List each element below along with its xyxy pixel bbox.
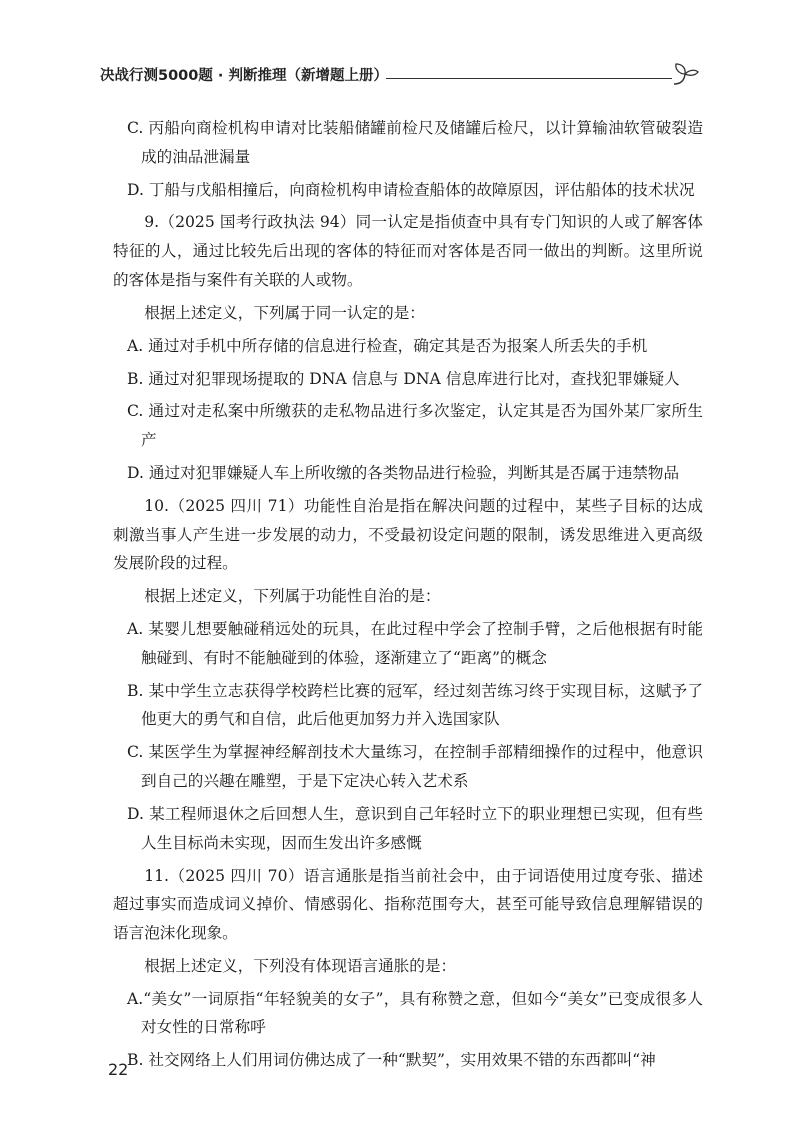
question-9-option-a: A. 通过对手机中所存储的信息进行检查，确定其是否为报案人所丢失的手机	[127, 336, 648, 355]
question-10-lead: 根据上述定义，下列属于功能性自治的是：	[144, 587, 441, 606]
question-9-stem: 9.（2025 国考行政执法 94）同一认定是指侦查中具有专门知识的人或了解客体特征的人，通过比较先后出现的客体的特征而对客体是否同一做出的判断。这里所说的客体是指与案件有关联的人或物。	[113, 213, 703, 289]
question-10-option-b: B. 某中学生立志获得学校跨栏比赛的冠军，经过刻苦练习终于实现目标，这赋予了他更大的勇气和自信，此后他更加努力并入选国家队	[127, 681, 703, 729]
question-11-option-b: B. 社交网络上人们用词仿佛达成了一种“默契”，实用效果不错的东西都叫“神	[127, 1051, 656, 1070]
page-body	[113, 114, 703, 1079]
question-10-stem: 10.（2025 四川 71）功能性自治是指在解决问题的过程中，某些子目标的达成刺激当事人产生进一步发展的动力，不受最初设定问题的限制，诱发思维进入更高级发展阶段的过程。	[113, 496, 703, 573]
running-header	[100, 60, 700, 90]
page-number: 22	[108, 1060, 129, 1079]
question-11-stem: 11.（2025 四川 70）语言通胀是指当前社会中，由于词语使用过度夸张、描述超过事实而造成词义掉价、情感弱化、指称范围夸大，甚至可能导致信息理解错误的语言泡沫化现象。	[113, 866, 703, 942]
question-10-option-c: C. 某医学生为掌握神经解剖技术大量练习，在控制手部精细操作的过程中，他意识到自己的兴趣在雕塑，于是下定决心转入艺术系	[127, 743, 703, 791]
question-11-option-a: A.“美女”一词原指“年轻貌美的女子”，具有称赞之意，但如今“美女”已变成很多人对女性的日常称呼	[127, 989, 703, 1037]
question-9-option-b: B. 通过对犯罪现场提取的 DNA 信息与 DNA 信息库进行比对，查找犯罪嫌疑人	[127, 369, 680, 388]
sprout-icon	[670, 60, 700, 88]
question-11-lead: 根据上述定义，下列没有体现语言通胀的是：	[144, 956, 457, 975]
question-9-option-d: D. 通过对犯罪嫌疑人车上所收缴的各类物品进行检验，判断其是否属于违禁物品	[127, 464, 680, 483]
question-10-option-d: D. 某工程师退休之后回想人生，意识到自己年轻时立下的职业理想已实现，但有些人生目标尚未实现，因而生发出许多感慨	[127, 804, 703, 852]
question-9-option-c: C. 通过对走私案中所缴获的走私物品进行多次鉴定，认定其是否为国外某厂家所生产	[127, 402, 703, 450]
option-c: C. 丙船向商检机构申请对比装船储罐前检尺及储罐后检尺，以计算输油软管破裂造成的油品泄漏量	[127, 119, 703, 166]
question-10-option-a: A. 某婴儿想要触碰稍远处的玩具，在此过程中学会了控制手臂，之后他根据有时能触碰到、有时不能触碰到的体验，逐渐建立了“距离”的概念	[127, 620, 703, 667]
option-d: D. 丁船与戊船相撞后，向商检机构申请检查船体的故障原因，评估船体的技术状况	[127, 180, 695, 199]
book-title: 决战行测5000题 · 判断推理（新增题上册）	[100, 68, 388, 84]
header-divider	[386, 78, 672, 79]
question-9-lead: 根据上述定义，下列属于同一认定的是：	[144, 303, 425, 322]
